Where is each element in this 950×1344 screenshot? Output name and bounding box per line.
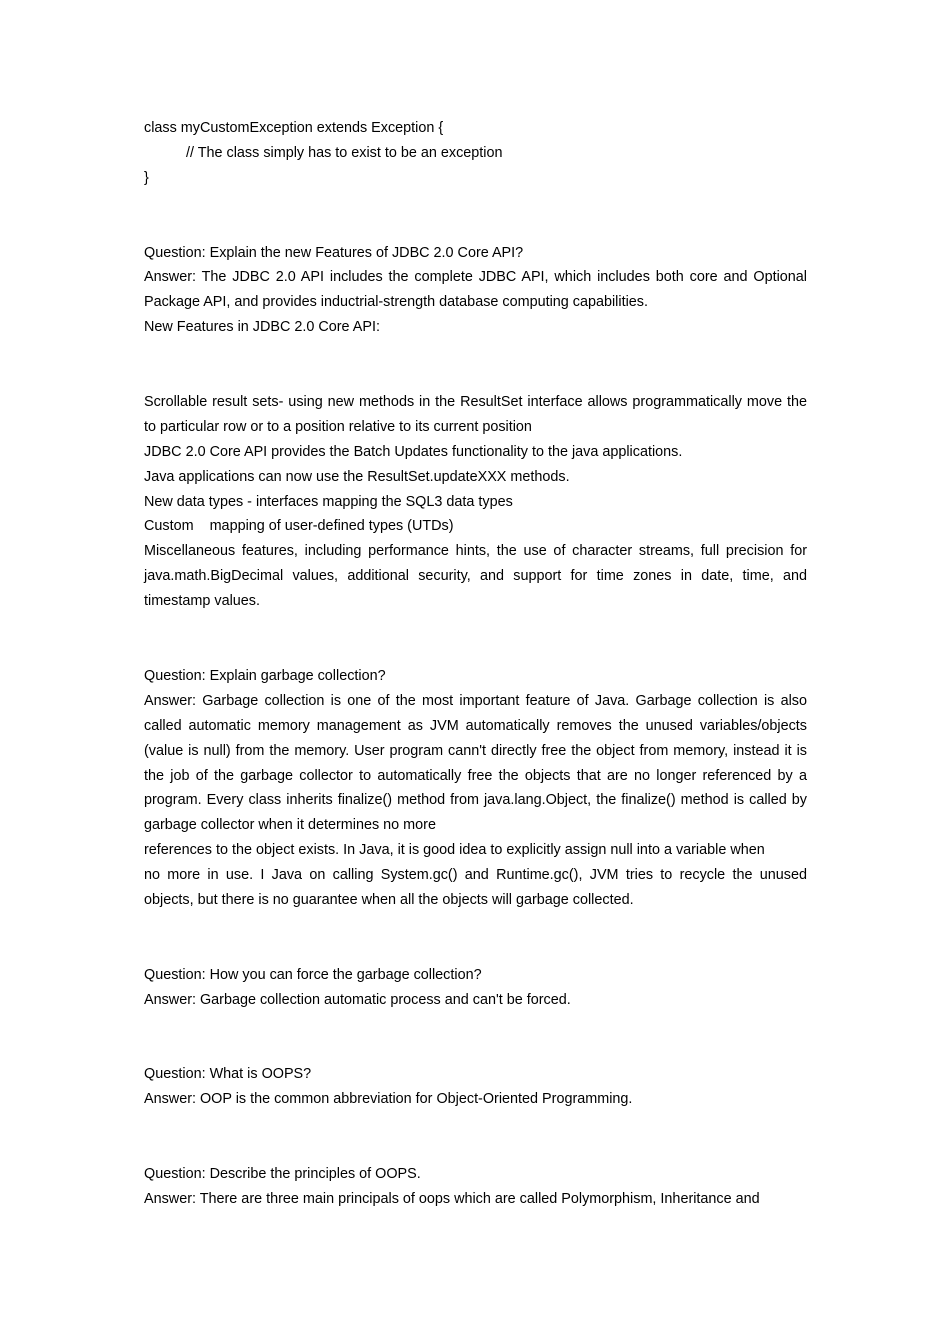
blank-space [144,191,807,241]
document-page [144,116,807,1212]
answer-oops: Answer: OOP is the common abbreviation for Object-Oriented Programming. [144,1091,633,1108]
feature-item: JDBC 2.0 Core API provides the Batch Updates functionality to the java applications. [144,443,683,460]
question-oops: Question: What is OOPS? [144,1066,312,1083]
question-jdbc: Question: Explain the new Features of JDBC 2.0 Core API? [144,244,524,261]
features-heading: New Features in JDBC 2.0 Core API: [144,319,380,336]
code-comment-line: // The class simply has to exist to be an exception [186,144,503,161]
question-force-gc: Question: How you can force the garbage collection? [144,966,482,983]
blank-space [144,1112,807,1162]
question-principles: Question: Describe the principles of OOPS. [144,1165,421,1182]
answer-gc: Answer: Garbage collection is one of the most important feature of Java. Garbage collection is also called automatic memory management as JVM automatically removes the unused variables/objects (value is null) from the memory. User program cann't directly free the object from memory, instead it is the job of the garbage collector to automatically free the objects that are no longer referenced by a program. Every class inherits finalize() method from java.lang.Object, the finalize() method is called by garbage collector when it determines no more [144,692,807,834]
feature-item: New data types - interfaces mapping the SQL3 data types [144,493,513,510]
code-line: class myCustomException extends Exception { [144,120,444,136]
feature-item: Java applications can now use the ResultSet.updateXXX methods. [144,468,570,485]
answer-principles: Answer: There are three main principals of oops which are called Polymorphism, Inheritance and [144,1190,760,1207]
answer-force-gc: Answer: Garbage collection automatic process and can't be forced. [144,991,571,1008]
question-gc: Question: Explain garbage collection? [144,667,386,684]
blank-space [144,614,807,664]
blank-space [144,340,807,390]
answer-gc-continued: references to the object exists. In Java, it is good idea to explicitly assign null into a variable when [144,842,765,859]
code-line: } [144,169,149,186]
blank-space [144,913,807,963]
blank-space [144,1013,807,1063]
feature-item: Miscellaneous features, including performance hints, the use of character streams, full precision for java.math.BigDecimal values, additional security, and support for time zones in date, time, and timestamp values. [144,543,807,610]
feature-item: Custom mapping of user-defined types (UTDs) [144,518,454,535]
answer-gc-continued: no more in use. I Java on calling System.gc() and Runtime.gc(), JVM tries to recycle the unused objects, but there is no guarantee when all the objects will garbage collected. [144,867,807,909]
feature-item: Scrollable result sets- using new methods in the ResultSet interface allows programmatically move the to particular row or to a position relative to its current position [144,393,807,435]
answer-jdbc: Answer: The JDBC 2.0 API includes the complete JDBC API, which includes both core and Optional Package API, and provides inductrial-strength database computing capabilities. [144,269,807,311]
